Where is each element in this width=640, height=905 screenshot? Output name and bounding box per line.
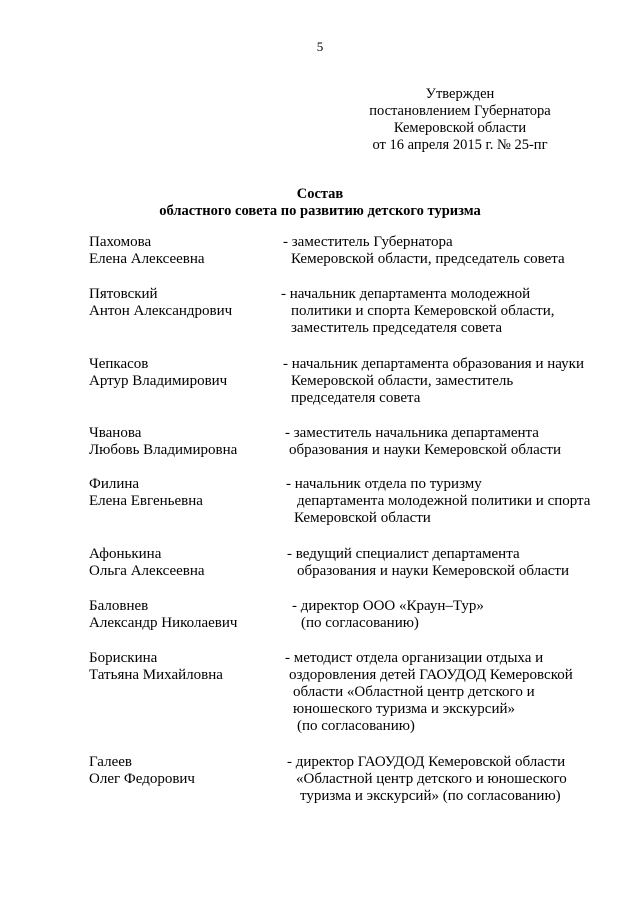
role-line: - ведущий специалист департамента	[287, 546, 520, 562]
role-line: - директор ГАОУДОД Кемеровской области	[287, 754, 566, 770]
role-line: оздоровления детей ГАОУДОД Кемеровской	[289, 667, 573, 683]
title-line-1: Состав	[296, 186, 344, 202]
approval-line: постановлением Губернатора	[369, 103, 551, 119]
member-role	[0, 598, 484, 632]
title-line-2: областного совета по развитию детского туризма	[159, 203, 481, 219]
member-given-name: Александр Николаевич	[89, 615, 238, 631]
role-line: заместитель председателя совета	[291, 320, 503, 336]
member-surname: Афонькина	[89, 546, 162, 562]
member-role	[0, 546, 569, 580]
member-given-name: Ольга Алексеевна	[89, 563, 205, 579]
approval-line: от 16 апреля 2015 г. № 25-пг	[372, 137, 548, 153]
role-line: - заместитель Губернатора	[283, 234, 453, 250]
member-role	[0, 650, 573, 735]
document-title	[0, 186, 640, 220]
role-line: туризма и экскурсий» (по согласованию)	[300, 788, 561, 804]
role-line: - начальник департамента молодежной	[281, 286, 531, 302]
role-line: - методист отдела организации отдыха и	[285, 650, 544, 666]
role-line: политики и спорта Кемеровской области,	[291, 303, 555, 319]
approval-line: Кемеровской области	[393, 120, 527, 136]
member-surname: Баловнев	[89, 598, 149, 614]
member-given-name: Любовь Владимировна	[89, 442, 238, 458]
member-given-name: Елена Алексеевна	[89, 251, 205, 267]
member-given-name: Антон Александрович	[89, 303, 233, 319]
member-role	[0, 286, 555, 337]
role-line: юношеского туризма и экскурсий»	[293, 701, 515, 717]
role-line: Кемеровской области, заместитель	[291, 373, 514, 389]
member-surname: Чванова	[89, 425, 142, 441]
role-line: образования и науки Кемеровской области	[289, 442, 561, 458]
page-number: 5	[316, 39, 324, 54]
member-surname: Борискина	[89, 650, 158, 666]
role-line: (по согласованию)	[301, 615, 419, 631]
role-line: Кемеровской области, председатель совета	[291, 251, 565, 267]
role-line: - начальник департамента образования и науки	[283, 356, 584, 372]
member-surname: Филина	[89, 476, 140, 492]
member-given-name: Олег Федорович	[89, 771, 195, 787]
member-surname: Пахомова	[89, 234, 152, 250]
approval-block	[330, 86, 590, 154]
member-role	[0, 754, 567, 805]
member-role	[0, 234, 565, 268]
role-line: - заместитель начальника департамента	[285, 425, 539, 441]
member-given-name: Елена Евгеньевна	[89, 493, 203, 509]
member-role	[0, 476, 590, 527]
member-role	[0, 425, 561, 459]
member-given-name: Артур Владимирович	[89, 373, 228, 389]
member-given-name: Татьяна Михайловна	[89, 667, 223, 683]
member-role	[0, 356, 584, 407]
role-line: (по согласованию)	[297, 718, 415, 734]
role-line: - начальник отдела по туризму	[286, 476, 482, 492]
role-line: Кемеровской области	[294, 510, 431, 526]
member-surname: Галеев	[89, 754, 132, 770]
role-line: департамента молодежной политики и спорта	[297, 493, 591, 509]
approval-line: Утвержден	[425, 86, 495, 102]
role-line: образования и науки Кемеровской области	[297, 563, 569, 579]
role-line: области «Областной центр детского и	[293, 684, 535, 700]
member-surname: Пятовский	[89, 286, 158, 302]
role-line: - директор ООО «Краун–Тур»	[292, 598, 484, 614]
member-surname: Чепкасов	[89, 356, 149, 372]
role-line: председателя совета	[291, 390, 421, 406]
role-line: «Областной центр детского и юношеского	[296, 771, 567, 787]
